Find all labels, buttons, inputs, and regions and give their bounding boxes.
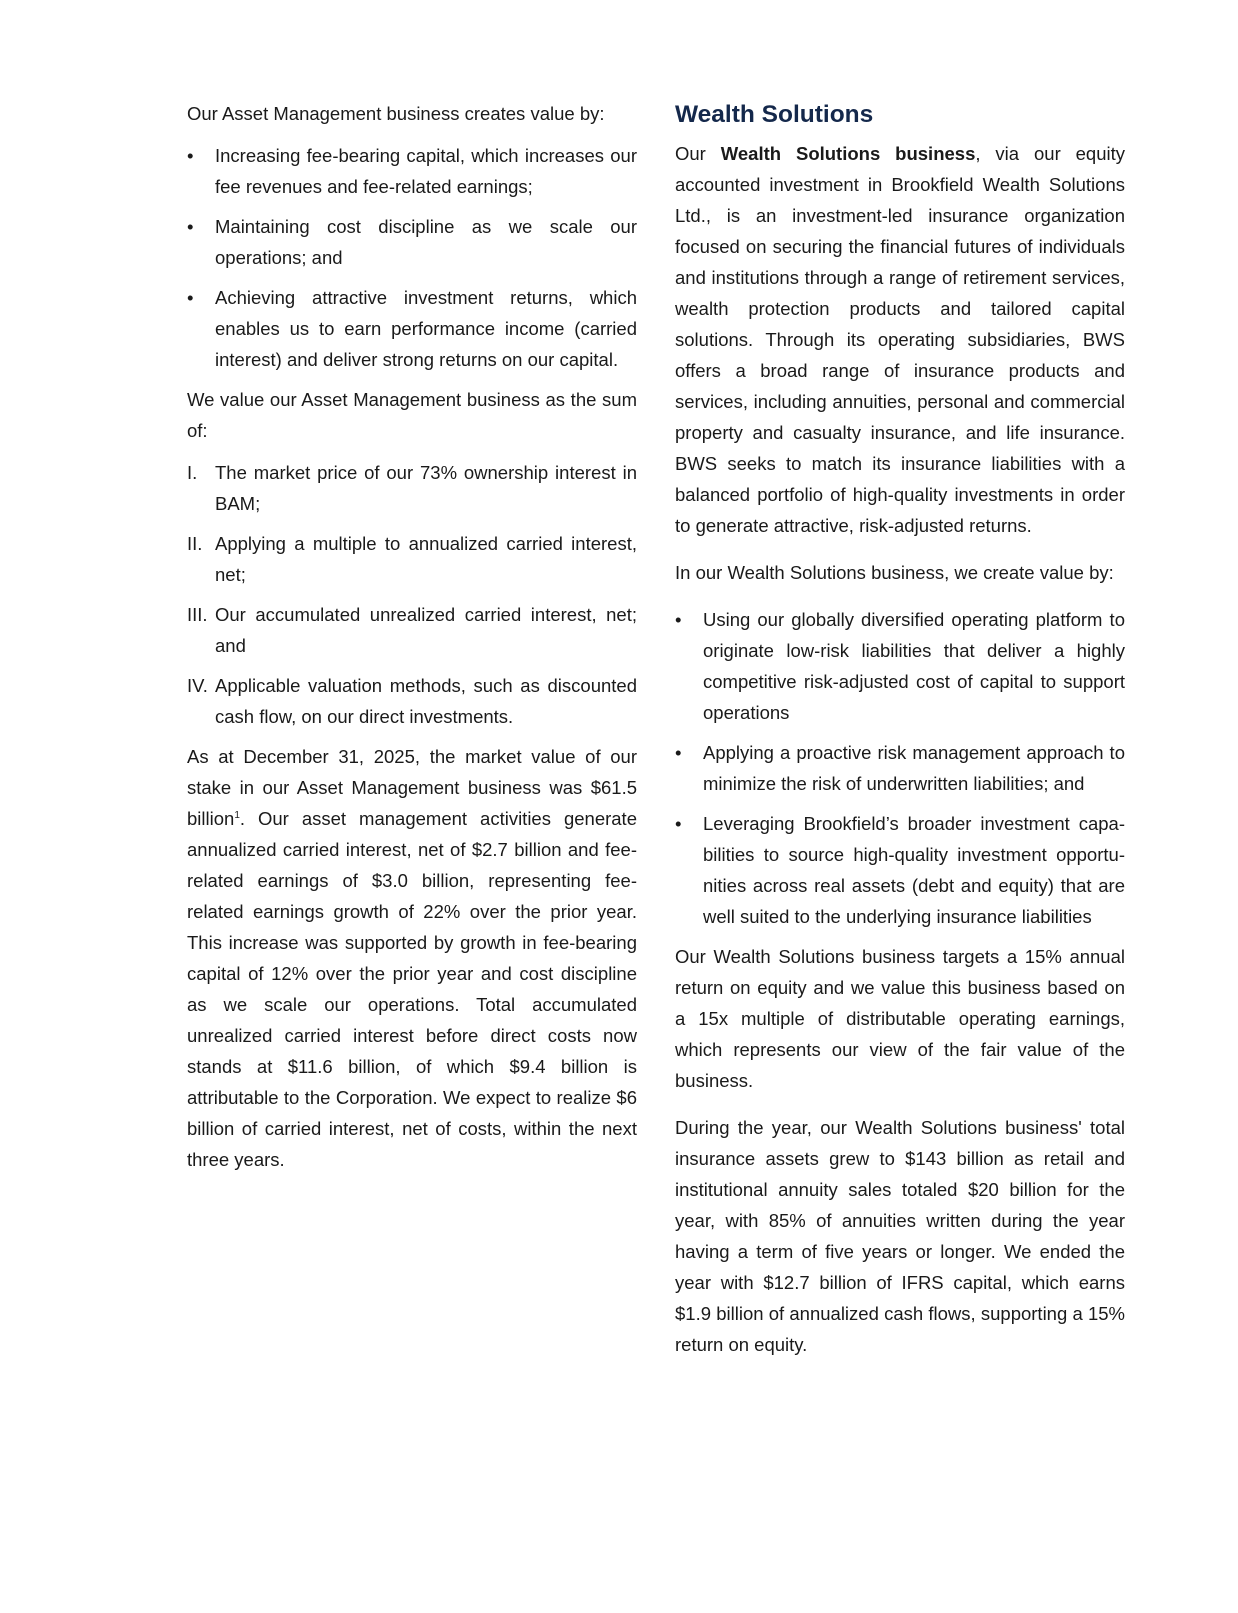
section-heading: Wealth Solutions xyxy=(675,101,874,128)
bold-business-name: Wealth Solutions business xyxy=(720,143,976,164)
list-numeral: II. xyxy=(187,533,203,554)
year-summary-paragraph: During the year, our Wealth Solutions business' total insurance assets grew to $143 billion as retail and institutional annuity sales totaled $20 billion for the year, with 85% of annuities written during the year having a term of five years or longer. We ended the year with $12.7 billion of IFRS capital, which earns $1.9 billion of annualized cash flows, supporting a 15% return on equity. xyxy=(675,1117,1125,1355)
list-item: • Increasing fee-bearing capital, which increases our fee revenues and fee-related earnings; xyxy=(187,140,637,202)
wealth-solutions-intro: Our Wealth Solutions business, via our equity accounted investment in Brookfield Wealth Solutions Ltd., is an investment-led insurance organization focused on securing the financial futures of individuals and institutions through a range of retirement services, wealth protection products and tailored capital solutions. Through its operating subsidiaries, BWS offers a broad range of insurance products and services, including annuities, personal and commercial property and casualty insurance, and life insurance. BWS seeks to match its insurance liabilities with a balanced portfolio of high-quality investments in order to generate attractive, risk-adjusted returns. xyxy=(675,143,1126,536)
bullet-icon: • xyxy=(675,813,682,834)
list-item: • Using our globally diversified operating platform to originate low-risk liabilities that deliver a highly competitive risk-adjusted cost of capital to support operations xyxy=(675,604,1125,728)
list-item: • Maintaining cost discipline as we scale our operations; and xyxy=(187,211,637,273)
list-item: II. Applying a multiple to annualized carried interest, net; xyxy=(187,528,637,590)
list-item: I. The market price of our 73% ownership interest in BAM; xyxy=(187,457,637,519)
bullet-icon: • xyxy=(675,609,682,630)
footnote-marker: 1 xyxy=(234,809,240,821)
bullet-icon: • xyxy=(675,742,682,763)
asset-management-value-list xyxy=(187,140,637,375)
list-item: • Achieving attractive investment returns, which enables us to earn performance income (carried interest) and deliver strong returns on our capital. xyxy=(187,282,637,375)
list-item: III. Our accumulated unrealized carried interest, net; and xyxy=(187,599,637,661)
left-column xyxy=(187,98,637,1175)
list-item: • Leveraging Brookfield’s broader investment capabilities to source high-quality investment opportunities across real assets (debt and equity) that are well suited to the underlying insurance liabilities xyxy=(675,808,1125,932)
list-item: IV. Applicable valuation methods, such as discounted cash flow, on our direct investments. xyxy=(187,670,637,732)
right-column xyxy=(675,98,1125,1360)
list-item: • Applying a proactive risk management approach to minimize the risk of underwritten liabilities; and xyxy=(675,737,1125,799)
market-value-paragraph: As at December 31, 2025, the market value of our stake in our Asset Management business was $61.5 billion$^1$. Our asset management activities generate annualized carried interest, net of $2.7 billion and fee-related earnings of $3.0 billion, representing fee-related earnings growth of 22% over the prior year. This increase was supported by growth in fee-bearing capital of 12% over the prior year and cost discipline as we scale our operations. Total accumulated unrealized carried interest before direct costs now stands at $11.6 billion, of which $9.4 billion is attributable to the Corporation. We expect to realize $6 billion of carried interest, net of costs, within the next three years. xyxy=(187,746,637,1170)
return-target-paragraph: Our Wealth Solutions business targets a 15% annual return on equity and we value this business based on a 15x multiple of distributable operating earnings, which represents our view of the fair value of the business. xyxy=(675,946,1125,1091)
valuation-components-list xyxy=(187,457,637,732)
wealth-solutions-value-intro: In our Wealth Solutions business, we create value by: xyxy=(675,562,1114,583)
list-numeral: IV. xyxy=(187,675,208,696)
wealth-solutions-value-list xyxy=(675,604,1125,932)
asset-management-intro: Our Asset Management business creates value by: xyxy=(187,103,605,124)
bullet-icon: • xyxy=(187,216,194,237)
bullet-icon: • xyxy=(187,287,194,308)
valuation-intro: We value our Asset Management business as the sum of: xyxy=(187,389,637,441)
bullet-icon: • xyxy=(187,145,194,166)
list-numeral: III. xyxy=(187,604,208,625)
list-numeral: I. xyxy=(187,462,198,483)
